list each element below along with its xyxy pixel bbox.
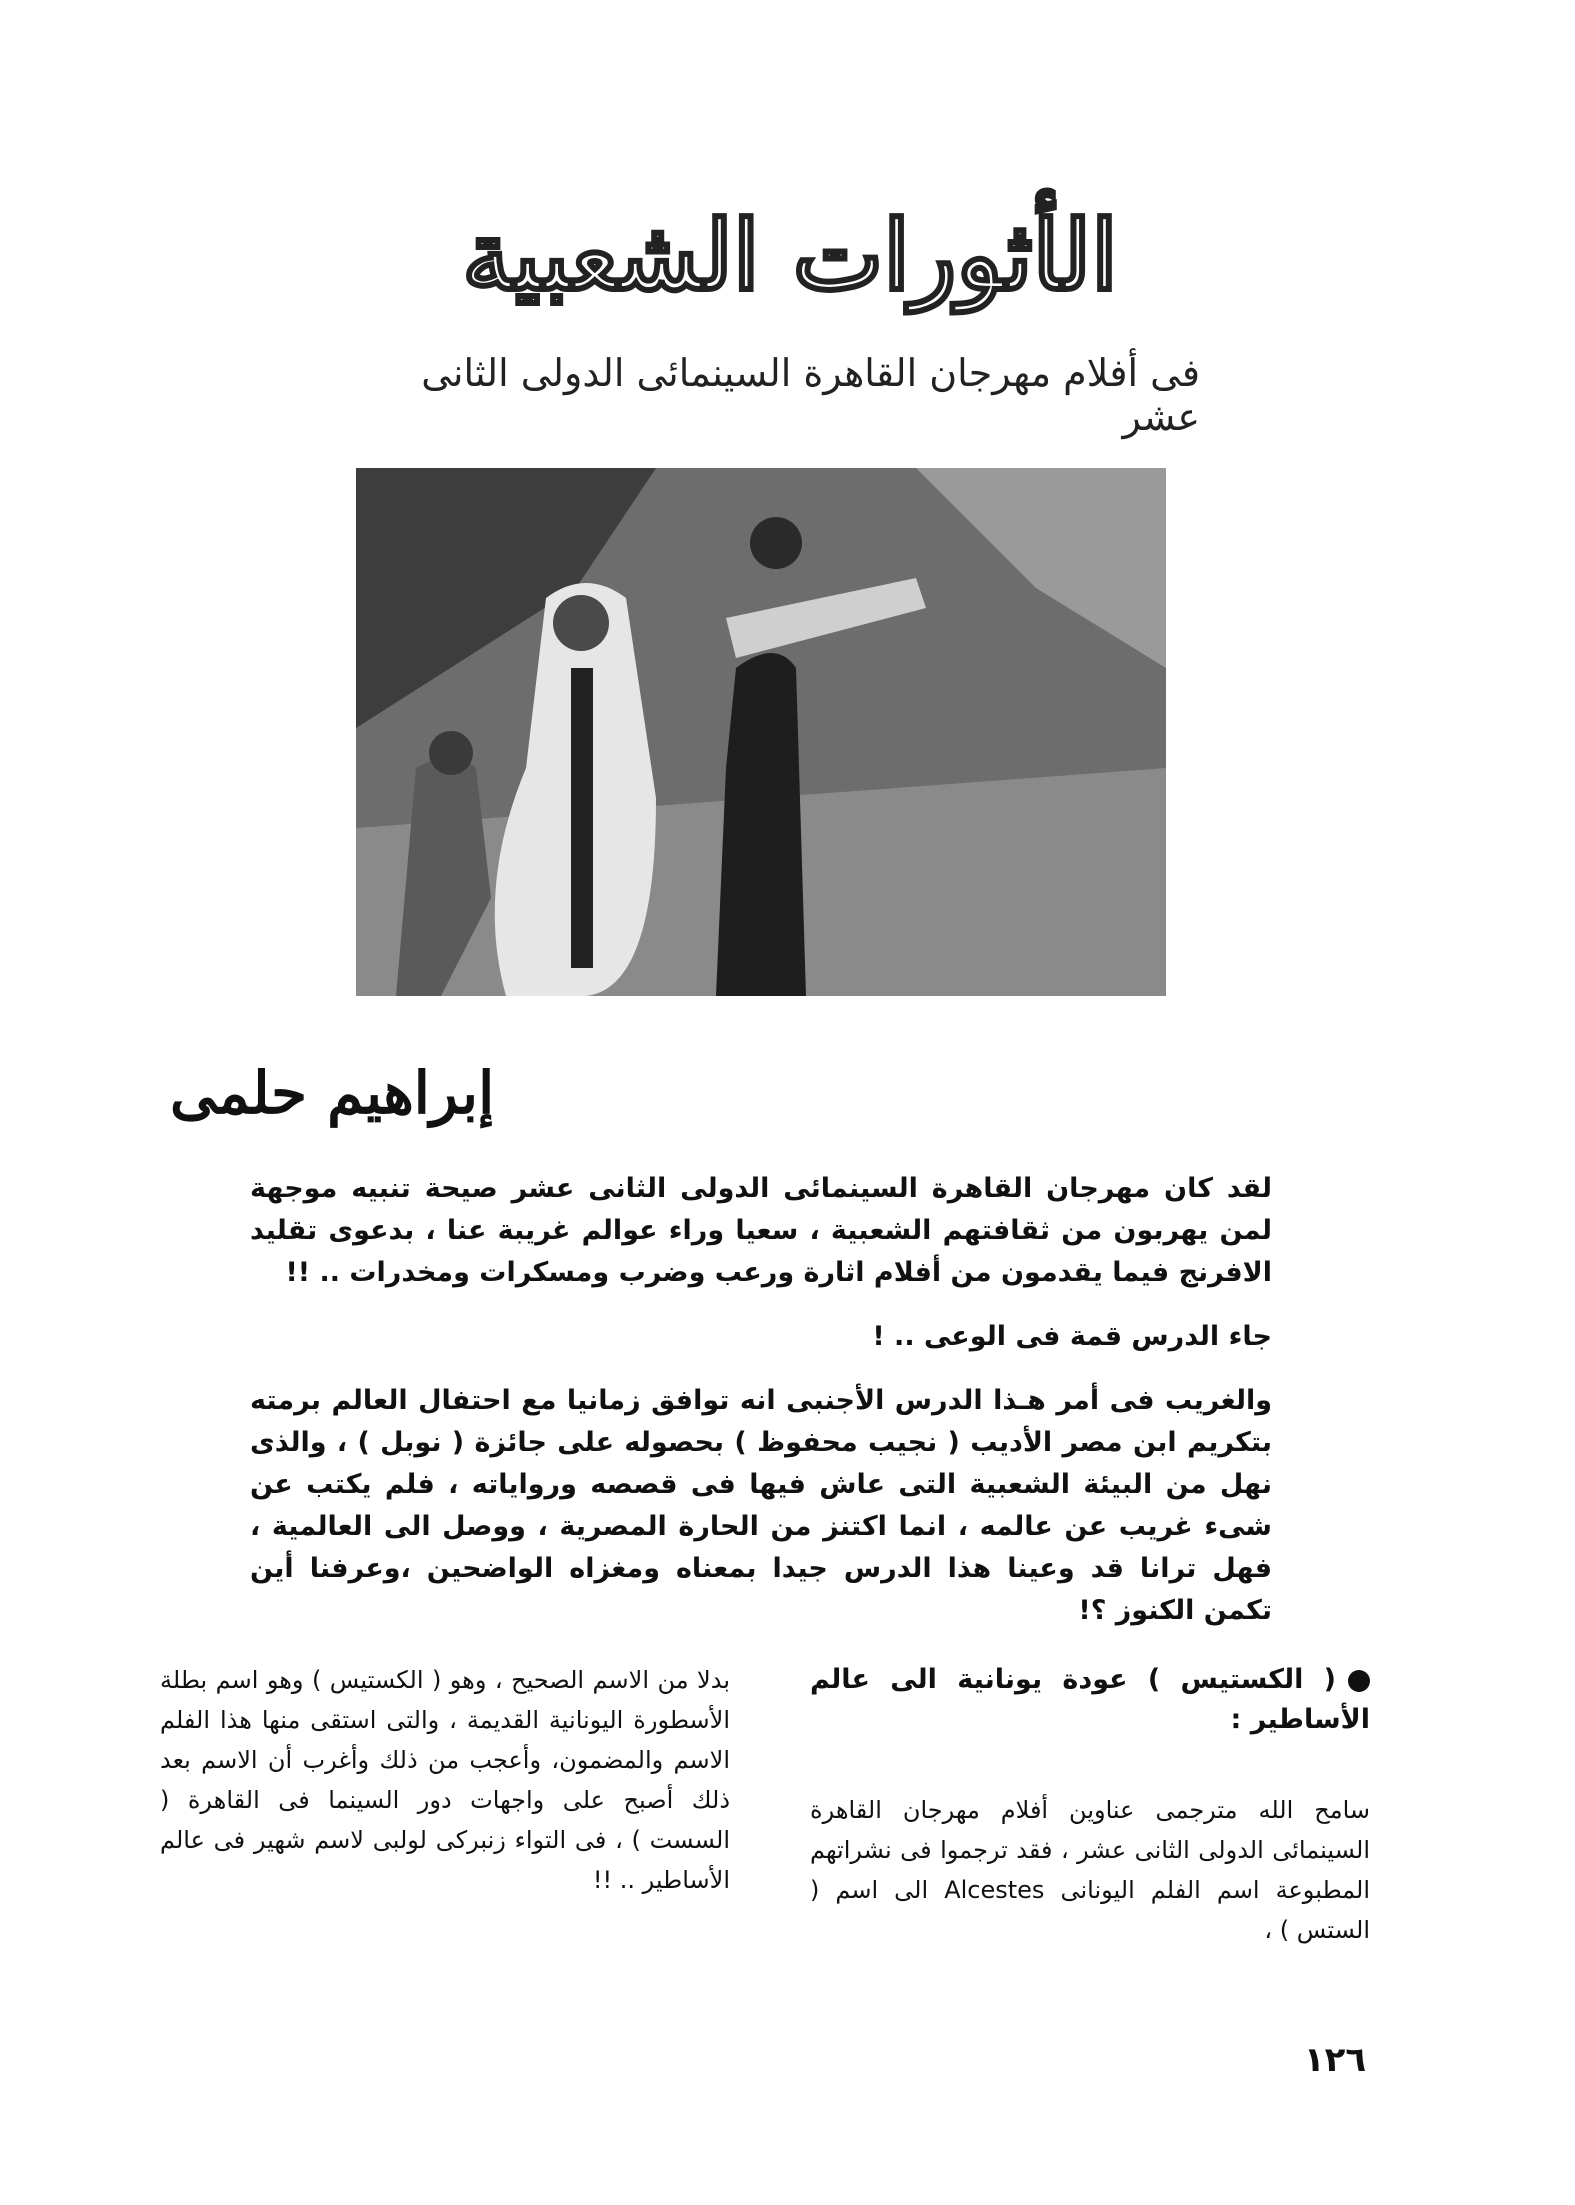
author-name: إبراهيم حلمى [170,1059,495,1127]
bullet-icon [1348,1670,1370,1692]
intro-paragraph-3: والغريب فى أمر هـذا الدرس الأجنبى انه توافق زمانيا مع احتفال العالم برمته بتكريم ابن مصر الأديب ( نجيب محفوظ ) بحصوله على جائزة ( نوبل ) ، والذى نهل من البيئة الشعبية التى عاش فيها فى قصصه ورواياته ، فلم يكتب عن شىء غريب عن عالمه ، انما اكتنز من الحارة المصرية ، ووصل الى العالمية ، فهل ترانا قد وعينا هذا الدرس جيدا بمعناه ومغزاه الواضحين ،وعرفنا أين تكمن الكنوز ؟! [250,1385,1272,1626]
article-photo [356,468,1166,996]
intro-paragraph-2: جاء الدرس قمة فى الوعى .. ! [872,1321,1272,1352]
right-column-text: سامح الله مترجمى عناوين أفلام مهرجان القاهرة السينمائى الدولى الثانى عشر ، فقد ترجموا فى نشراتهم المطبوعة اسم الفلم اليونانى Alcestes الى اسم ( الستس ) ، [810,1796,1370,1944]
left-column-text: بدلا من الاسم الصحيح ، وهو ( الكستيس ) وهو اسم بطلة الأسطورة اليونانية القديمة ، والتى استقى منها هذا الفلم الاسم والمضمون، وأعجب من ذلك وأغرب أن الاسم بعد ذلك أصبح على واجهات دور السينما فى القاهرة ( السست ) ، فى التواء زنبركى لولبى لاسم شهير فى عالم الأساطير .. !! [160,1666,730,1894]
intro-section [250,1168,1272,1654]
left-column [160,1660,730,1900]
article-title: الأثورات الشعبية [462,198,1118,312]
right-column [810,1660,1370,1950]
photo-illustration [356,468,1166,996]
page-number: ١٢٦ [1303,2040,1367,2080]
article-subtitle: فى أفلام مهرجان القاهرة السينمائى الدولى الثانى عشر [421,351,1200,439]
intro-paragraph-1: لقد كان مهرجان القاهرة السينمائى الدولى الثانى عشر صيحة تنبيه موجهة لمن يهربون من ثقافتهم الشعبية ، سعيا وراء عوالم غريبة عنا ، بدعوى تقليد الافرنج فيما يقدمون من أفلام اثارة ورعب وضرب ومسكرات ومخدرات .. !! [250,1173,1272,1288]
section-heading-text: ( الكستيس ) عودة يونانية الى عالم الأساطير : [810,1664,1370,1735]
section-heading [810,1660,1370,1740]
